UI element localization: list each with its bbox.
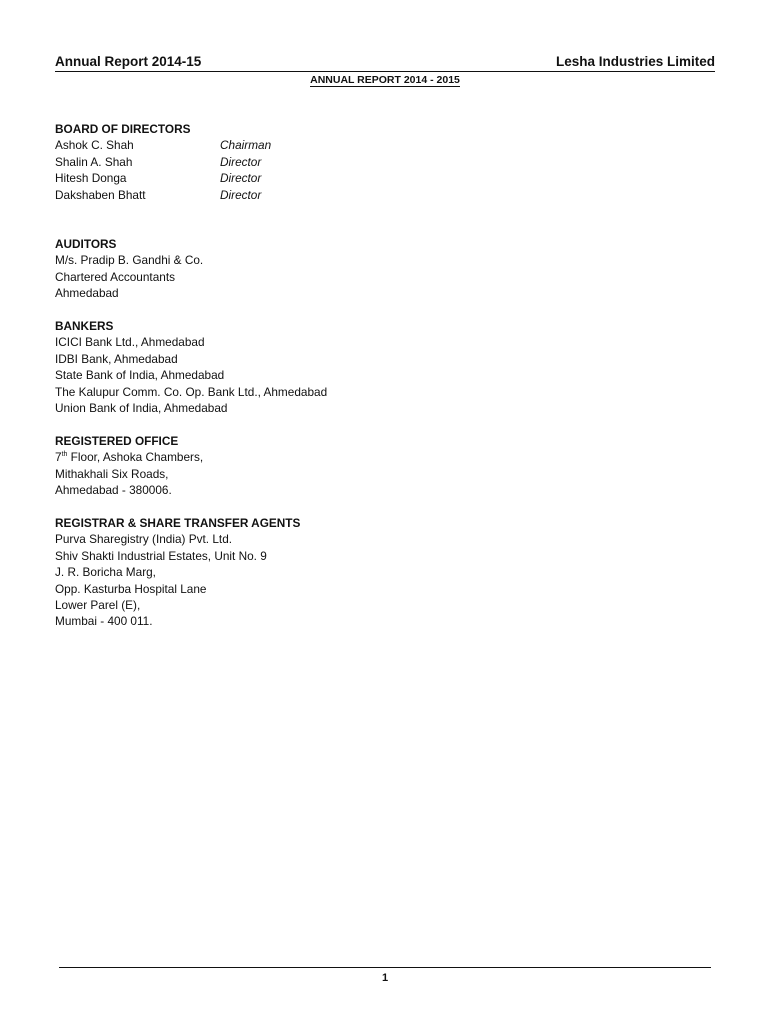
floor-number: 7: [55, 450, 62, 465]
bankers-section: [55, 318, 327, 416]
registrar-line: Mumbai - 400 011.: [55, 614, 153, 629]
registered-office-line: Ahmedabad - 380006.: [55, 483, 172, 498]
director-role: Director: [220, 154, 262, 169]
floor-rest: Floor, Ashoka Chambers,: [67, 450, 204, 465]
banker-line: State Bank of India, Ahmedabad: [55, 368, 225, 383]
registrar-heading: REGISTRAR & SHARE TRANSFER AGENTS: [55, 516, 301, 530]
registrar-section: [55, 515, 300, 630]
director-row: [55, 170, 455, 186]
board-of-directors-section: [55, 121, 455, 203]
registrar-line: Shiv Shakti Industrial Estates, Unit No. 9: [55, 548, 267, 563]
director-name: Ashok C. Shah: [55, 138, 134, 153]
banker-line: The Kalupur Comm. Co. Op. Bank Ltd., Ahmedabad: [55, 384, 328, 399]
header-report-title: Annual Report 2014-15: [55, 54, 202, 69]
auditors-section: [55, 236, 203, 302]
director-name: Hitesh Donga: [55, 171, 127, 186]
board-heading: BOARD OF DIRECTORS: [55, 122, 191, 136]
floor-suffix: th: [61, 451, 68, 459]
registrar-line: J. R. Boricha Marg,: [55, 565, 156, 580]
director-row: [55, 137, 455, 153]
banker-line: IDBI Bank, Ahmedabad: [55, 351, 178, 366]
footer-divider: [59, 967, 711, 968]
registrar-line: Purva Sharegistry (India) Pvt. Ltd.: [55, 532, 233, 547]
director-name: Shalin A. Shah: [55, 154, 133, 169]
banker-line: ICICI Bank Ltd., Ahmedabad: [55, 335, 205, 350]
page-number: 1: [381, 972, 389, 984]
header-company-name: Lesha Industries Limited: [555, 54, 715, 69]
auditors-line: Ahmedabad: [55, 286, 119, 301]
banker-line: Union Bank of India, Ahmedabad: [55, 401, 228, 416]
registered-office-line: [55, 449, 203, 465]
director-role: Director: [220, 187, 262, 202]
bankers-heading: BANKERS: [55, 319, 114, 333]
registered-office-line: Mithakhali Six Roads,: [55, 466, 169, 481]
registrar-line: Opp. Kasturba Hospital Lane: [55, 581, 207, 596]
director-role: Chairman: [220, 138, 272, 153]
director-role: Director: [220, 171, 262, 186]
director-row: [55, 154, 455, 170]
document-title: ANNUAL REPORT 2014 - 2015: [310, 74, 460, 86]
registered-office-section: [55, 433, 203, 499]
document-title-block: [0, 74, 770, 87]
director-name: Dakshaben Bhatt: [55, 187, 146, 202]
page-header: [55, 53, 715, 72]
registrar-line: Lower Parel (E),: [55, 598, 141, 613]
auditors-line: Chartered Accountants: [55, 269, 176, 284]
registered-office-heading: REGISTERED OFFICE: [55, 434, 179, 448]
auditors-heading: AUDITORS: [55, 237, 117, 251]
director-row: [55, 187, 455, 203]
auditors-line: M/s. Pradip B. Gandhi & Co.: [55, 253, 204, 268]
